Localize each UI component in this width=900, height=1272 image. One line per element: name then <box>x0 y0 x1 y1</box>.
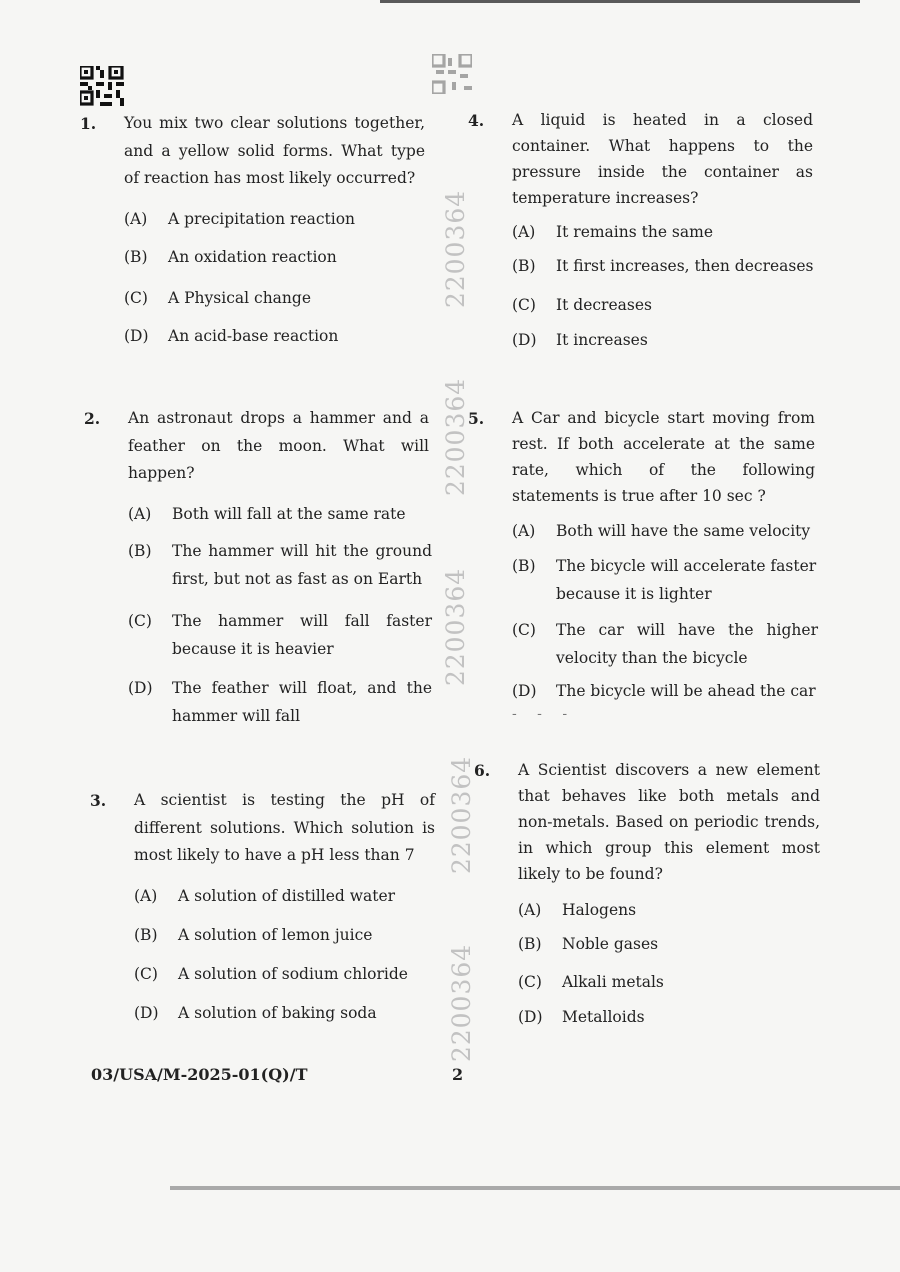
question-text: A Car and bicycle start moving from rest. If both accelerate at the same rate, which of the following statements is true after 10 sec ? <box>512 409 815 505</box>
option-text: The hammer will hit the ground first, but not as fast as on Earth <box>172 542 432 588</box>
scan-edge-bottom <box>170 1186 900 1190</box>
question-text: You mix two clear solutions together, and a yellow solid forms. What type of reaction has most likely occurred? <box>124 114 425 187</box>
question-text: A liquid is heated in a closed container. What happens to the pressure inside the container as temperature increases? <box>512 111 813 207</box>
option-label: (A) <box>512 223 536 241</box>
option-label: (C) <box>518 973 542 991</box>
option-text: A solution of sodium chloride <box>178 965 408 983</box>
question-number: 1. <box>80 114 97 133</box>
option-label: (D) <box>128 679 153 697</box>
option-text: It increases <box>556 331 648 349</box>
page-number: 2 <box>452 1065 464 1084</box>
option-label: (B) <box>134 926 158 944</box>
qr-code-icon <box>432 54 472 94</box>
option-label: (A) <box>512 522 536 540</box>
watermark: 2200364 <box>447 755 476 875</box>
option-label: (B) <box>128 542 152 560</box>
watermark: 2200364 <box>441 567 470 687</box>
watermark: 2200364 <box>441 377 470 497</box>
option-label: (A) <box>134 887 158 905</box>
scan-edge-top <box>380 0 860 3</box>
option-label: (C) <box>512 296 536 314</box>
option-text: An oxidation reaction <box>168 248 337 266</box>
option-text: Noble gases <box>562 935 659 953</box>
option-label: (B) <box>512 257 536 275</box>
option-label: (C) <box>124 289 148 307</box>
option-label: (B) <box>512 557 536 575</box>
option-text: A solution of distilled water <box>178 887 396 905</box>
option-text: A solution of lemon juice <box>178 926 373 944</box>
option-label: (D) <box>518 1008 543 1026</box>
scan-marks: - - - <box>512 706 576 722</box>
option-label: (C) <box>134 965 158 983</box>
option-label: (D) <box>512 682 537 700</box>
option-text: A solution of baking soda <box>178 1004 377 1022</box>
option-text: The bicycle will be ahead the car <box>556 682 816 700</box>
option-text: It remains the same <box>556 223 713 241</box>
watermark: 2200364 <box>447 943 476 1063</box>
question-number: 2. <box>84 409 101 428</box>
question-number: 4. <box>468 111 485 130</box>
option-label: (A) <box>124 210 148 228</box>
document-code: 03/USA/M-2025-01(Q)/T <box>91 1065 308 1084</box>
option-label: (A) <box>128 505 152 523</box>
option-label: (D) <box>124 327 149 345</box>
question-number: 5. <box>468 409 485 428</box>
option-label: (B) <box>124 248 148 266</box>
option-text: Halogens <box>562 901 637 919</box>
option-text: It decreases <box>556 296 652 314</box>
option-text: Metalloids <box>562 1008 645 1026</box>
option-text: The feather will float, and the hammer will fall <box>172 679 432 725</box>
question-text: A scientist is testing the pH of different solutions. Which solution is most likely to have a pH less than 7 <box>134 791 435 864</box>
option-label: (C) <box>512 621 536 639</box>
option-text: The hammer will fall faster because it is heavier <box>172 612 432 658</box>
question-number: 6. <box>474 761 491 780</box>
option-text: The bicycle will accelerate faster because it is lighter <box>556 557 817 603</box>
question-number: 3. <box>90 791 107 810</box>
option-label: (B) <box>518 935 542 953</box>
option-text: Alkali metals <box>562 973 664 991</box>
option-text: A precipitation reaction <box>168 210 356 228</box>
watermark: 2200364 <box>441 189 470 309</box>
option-text: Both will have the same velocity <box>556 522 811 540</box>
question-text: An astronaut drops a hammer and a feather on the moon. What will happen? <box>128 409 429 482</box>
option-text: Both will fall at the same rate <box>172 505 406 523</box>
option-text: A Physical change <box>168 289 311 307</box>
option-text: An acid-base reaction <box>168 327 339 345</box>
option-label: (C) <box>128 612 152 630</box>
option-label: (A) <box>518 901 542 919</box>
option-text: The car will have the higher velocity than the bicycle <box>556 621 818 667</box>
option-label: (D) <box>512 331 537 349</box>
qr-code-icon <box>80 66 124 106</box>
option-label: (D) <box>134 1004 159 1022</box>
option-text: It first increases, then decreases <box>556 257 814 275</box>
question-text: A Scientist discovers a new element that behaves like both metals and non-metals. Based on periodic trends, in which group this element most likely to be found? <box>518 761 820 883</box>
